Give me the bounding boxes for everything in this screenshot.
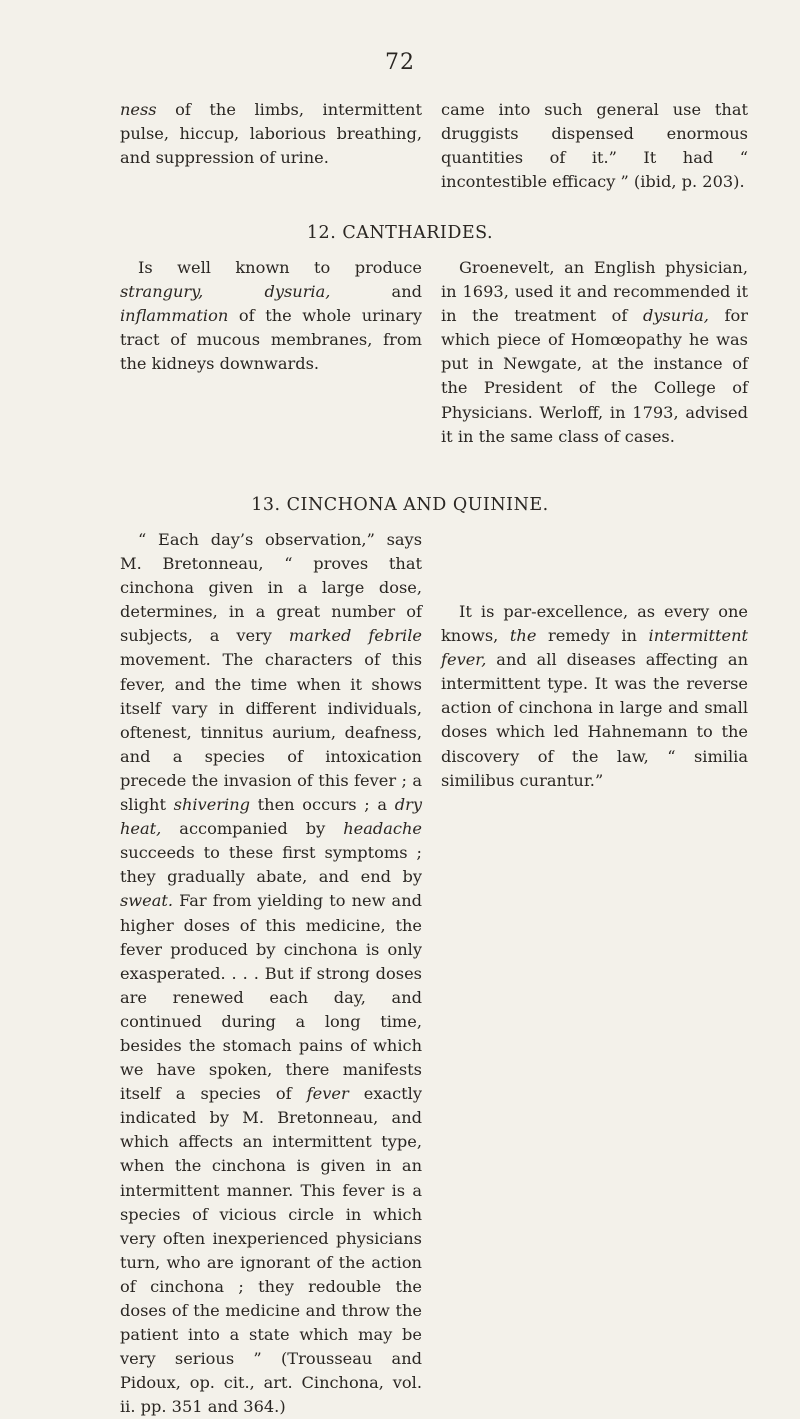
section-heading-cinchona: 13. CINCHONA AND QUININE. bbox=[251, 495, 549, 515]
cinchona-right-text: It is par-excellence, as every one knows, the remedy in intermittent fever, and all diseases affecting an intermittent type. It was the reverse action of cinchona in large and small doses which led Hahnemann to the discovery of the law, “ similia similibus curantur.” bbox=[441, 602, 749, 790]
continuation-right-text: came into such general use that druggists dispensed enormous quantities of it.” It had “ incontestible efficacy ” (ibid, p. 203). bbox=[441, 100, 748, 192]
section-heading-cantharides: 12. CANTHARIDES. bbox=[306, 223, 494, 243]
cantharides-left-text: Is well known to produce strangury, dysuria, and inflammation of the whole urinary tract of mucous membranes, from the kidneys downwards. bbox=[120, 258, 422, 374]
page-number: 72 bbox=[385, 50, 415, 75]
cinchona-left-text: “ Each day’s observation,” says M. Bretonneau, “ proves that cinchona given in a large dose, determines, in a great number of subjects, a very marked febrile movement. The characters of this fever, and the time when it shows itself vary in different individuals, oftenest, tinnitus aurium, deafness, and a species of intoxication precede the invasion of this fever ; a slight shivering then occurs ; a dry heat, accompanied by headache succeeds to these first symptoms ; they gradually abate, and end by sweat. Far from yielding to new and higher doses of this medicine, the fever produced by cinchona is only exasperated. . . . But if strong doses are renewed each day, and continued during a long time, besides the stomach pains of which we have spoken, there manifests itself a species of fever exactly indicated by M. Bretonneau, and which affects an intermittent type, when the cinchona is given in an intermittent manner. This fever is a species of vicious circle in which very often inexperienced physicians turn, who are ignorant of the action of cinchona ; they redouble the doses of the medicine and throw the patient into a state which may be very serious ” (Trousseau and Pidoux, op. cit., art. Cinchona, vol. ii. pp. 351 and 364.) bbox=[120, 530, 422, 1417]
cantharides-right-text: Groenevelt, an English physician, in 1693, used it and recommended it in the treatment of dysuria, for which piece of Homœopathy he was put in Newgate, at the instance of the President of the College of Physicians. Werloff, in 1793, advised it in the same class of cases. bbox=[441, 258, 748, 446]
continuation-left-text: ness of the limbs, intermittent pulse, hiccup, laborious breathing, and suppression of urine. bbox=[120, 100, 422, 168]
